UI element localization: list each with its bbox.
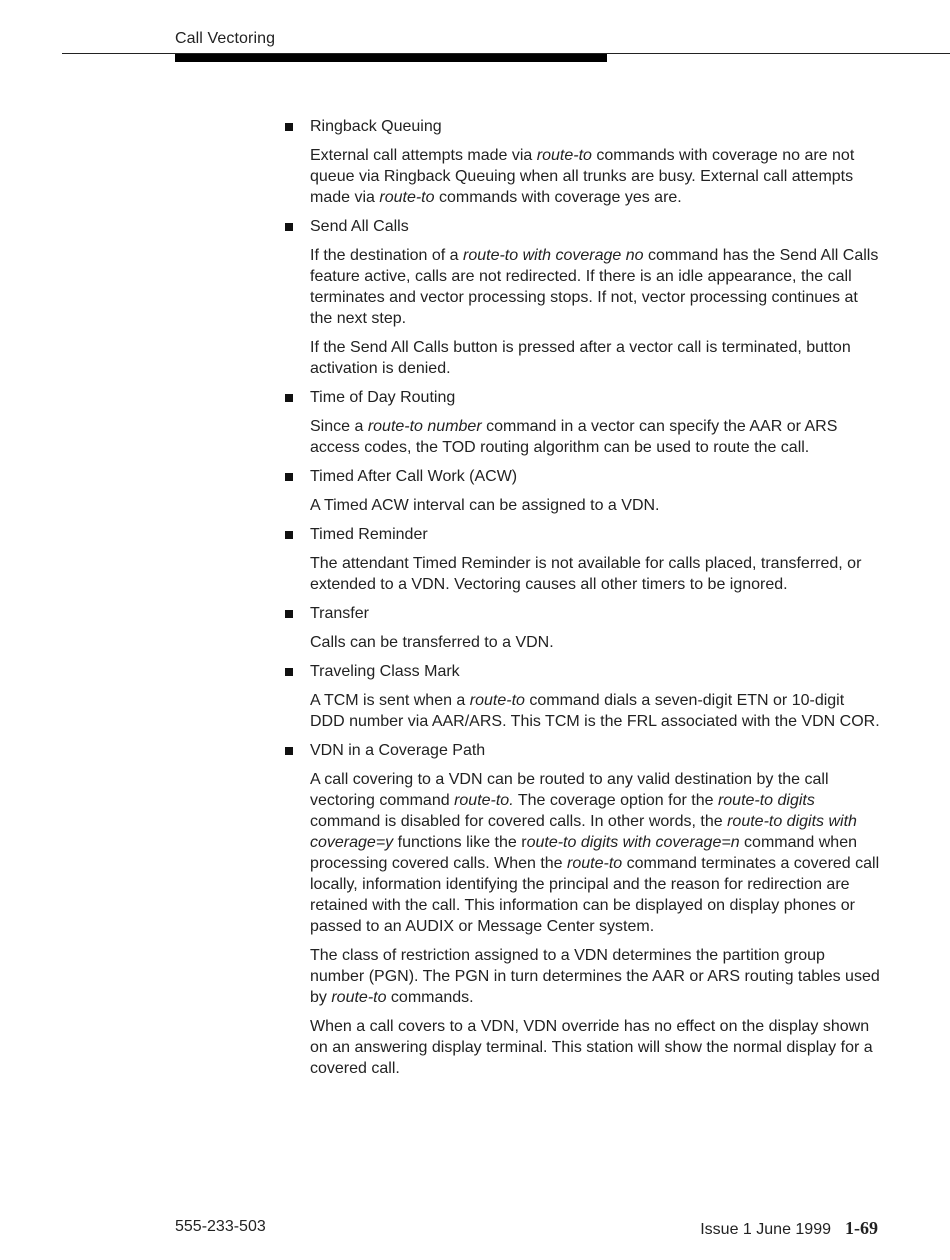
square-bullet-icon	[285, 394, 293, 402]
header-rule-bar	[175, 54, 607, 62]
list-item-heading	[280, 387, 880, 408]
list-item	[280, 661, 880, 732]
list-item-heading	[280, 466, 880, 487]
text-run: Calls can be transferred to a VDN.	[310, 634, 554, 651]
italic-term: route-to	[536, 147, 592, 164]
page-footer	[0, 1210, 950, 1250]
italic-term: oute-to digits with coverage=n	[526, 834, 740, 851]
text-run: When a call covers to a VDN, VDN override has no effect on the display shown on an answering display terminal. This station will show the normal display for a covered call.	[310, 1018, 873, 1077]
list-item-heading-text: Send All Calls	[310, 218, 409, 235]
text-run: commands with coverage yes are.	[434, 189, 682, 206]
text-run: The attendant Timed Reminder is not available for calls placed, transferred, or extended to a VDN. Vectoring causes all other timers to be ignored.	[310, 555, 862, 593]
body-paragraph	[310, 690, 880, 732]
square-bullet-icon	[285, 473, 293, 481]
text-run: If the Send All Calls button is pressed after a vector call is terminated, button activation is denied.	[310, 339, 851, 377]
page-number: 1-69	[845, 1218, 878, 1238]
italic-term: route-to digits	[717, 792, 815, 809]
italic-term: route-to	[331, 989, 387, 1006]
list-item-heading-text: Timed After Call Work (ACW)	[310, 468, 518, 485]
text-run: command dials a seven-digit ETN or 10-digit DDD number via AAR/ARS. This TCM is the FRL associated with the VDN COR.	[310, 692, 880, 730]
running-header-title: Call Vectoring	[175, 30, 276, 47]
text-run: command is disabled for covered calls. In other words, the	[310, 813, 728, 830]
body-paragraph	[310, 337, 880, 379]
square-bullet-icon	[285, 531, 293, 539]
body-paragraph	[310, 495, 880, 516]
text-run: command in a vector can specify the AAR or ARS access codes, the TOD routing algorithm can be used to route the call.	[310, 418, 838, 456]
text-run: A Timed ACW interval can be assigned to a VDN.	[310, 497, 660, 514]
square-bullet-icon	[285, 610, 293, 618]
square-bullet-icon	[285, 668, 293, 676]
text-run: A TCM is sent when a	[310, 692, 470, 709]
italic-term: route-to	[567, 855, 623, 872]
list-item-heading-text: Transfer	[310, 605, 369, 622]
list-item	[280, 387, 880, 458]
italic-term: route-to number	[367, 418, 482, 435]
document-number: 555-233-503	[175, 1218, 266, 1235]
list-item	[280, 216, 880, 379]
list-item-heading	[280, 524, 880, 545]
list-item-heading-text: Traveling Class Mark	[310, 663, 460, 680]
list-item	[280, 740, 880, 1079]
text-run: commands with coverage no are not queue via Ringback Queuing when all trunks are busy. External call attempts made via	[310, 147, 855, 206]
list-item-heading	[280, 116, 880, 137]
text-run: A call covering to a VDN can be routed to any valid destination by the call vectoring command	[310, 771, 829, 809]
text-run: commands.	[386, 989, 474, 1006]
list-item-heading-text: Time of Day Routing	[310, 389, 456, 406]
list-item-heading	[280, 740, 880, 761]
text-run: command terminates a covered call locally, information identifying the principal and the reason for redirection are retained with the call. This information can be displayed on display phones or passed to an AUDIX or Message Center system.	[310, 855, 880, 935]
body-paragraph	[310, 553, 880, 595]
text-run: If the destination of a	[310, 247, 463, 264]
list-item	[280, 524, 880, 595]
square-bullet-icon	[285, 223, 293, 231]
square-bullet-icon	[285, 123, 293, 131]
text-run: functions like the r	[393, 834, 527, 851]
list-item-heading	[280, 603, 880, 624]
body-paragraph	[310, 945, 880, 1008]
body-paragraph	[310, 145, 880, 208]
page-body	[280, 116, 880, 1087]
text-run: The class of restriction assigned to a VDN determines the partition group number (PGN). The PGN in turn determines the AAR or ARS routing tables used by	[310, 947, 880, 1006]
body-paragraph	[310, 245, 880, 329]
footer-issue-and-page	[700, 1218, 878, 1239]
italic-term: route-to	[379, 189, 435, 206]
body-paragraph	[310, 1016, 880, 1079]
list-item	[280, 603, 880, 653]
square-bullet-icon	[285, 747, 293, 755]
list-item-heading-text: Timed Reminder	[310, 526, 428, 543]
italic-term: route-to digits with coverage=y	[310, 813, 857, 851]
list-item-heading	[280, 216, 880, 237]
list-item-heading-text: VDN in a Coverage Path	[310, 742, 486, 759]
italic-term: route-to.	[454, 792, 514, 809]
list-item	[280, 116, 880, 208]
list-item	[280, 466, 880, 516]
text-run: The coverage option for the	[513, 792, 718, 809]
body-paragraph	[310, 416, 880, 458]
text-run: command when processing covered calls. When the	[310, 834, 857, 872]
italic-term: route-to with coverage no	[463, 247, 644, 264]
italic-term: route-to	[469, 692, 525, 709]
issue-date: Issue 1 June 1999	[700, 1221, 831, 1238]
body-paragraph	[310, 769, 880, 937]
text-run: command has the Send All Calls feature active, calls are not redirected. If there is an idle appearance, the call terminates and vector processing stops. If not, vector processing continues at the next step.	[310, 247, 879, 327]
page-header	[0, 0, 950, 70]
list-item-heading	[280, 661, 880, 682]
body-paragraph	[310, 632, 880, 653]
list-item-heading-text: Ringback Queuing	[310, 118, 442, 135]
text-run: External call attempts made via	[310, 147, 537, 164]
text-run: Since a	[310, 418, 368, 435]
